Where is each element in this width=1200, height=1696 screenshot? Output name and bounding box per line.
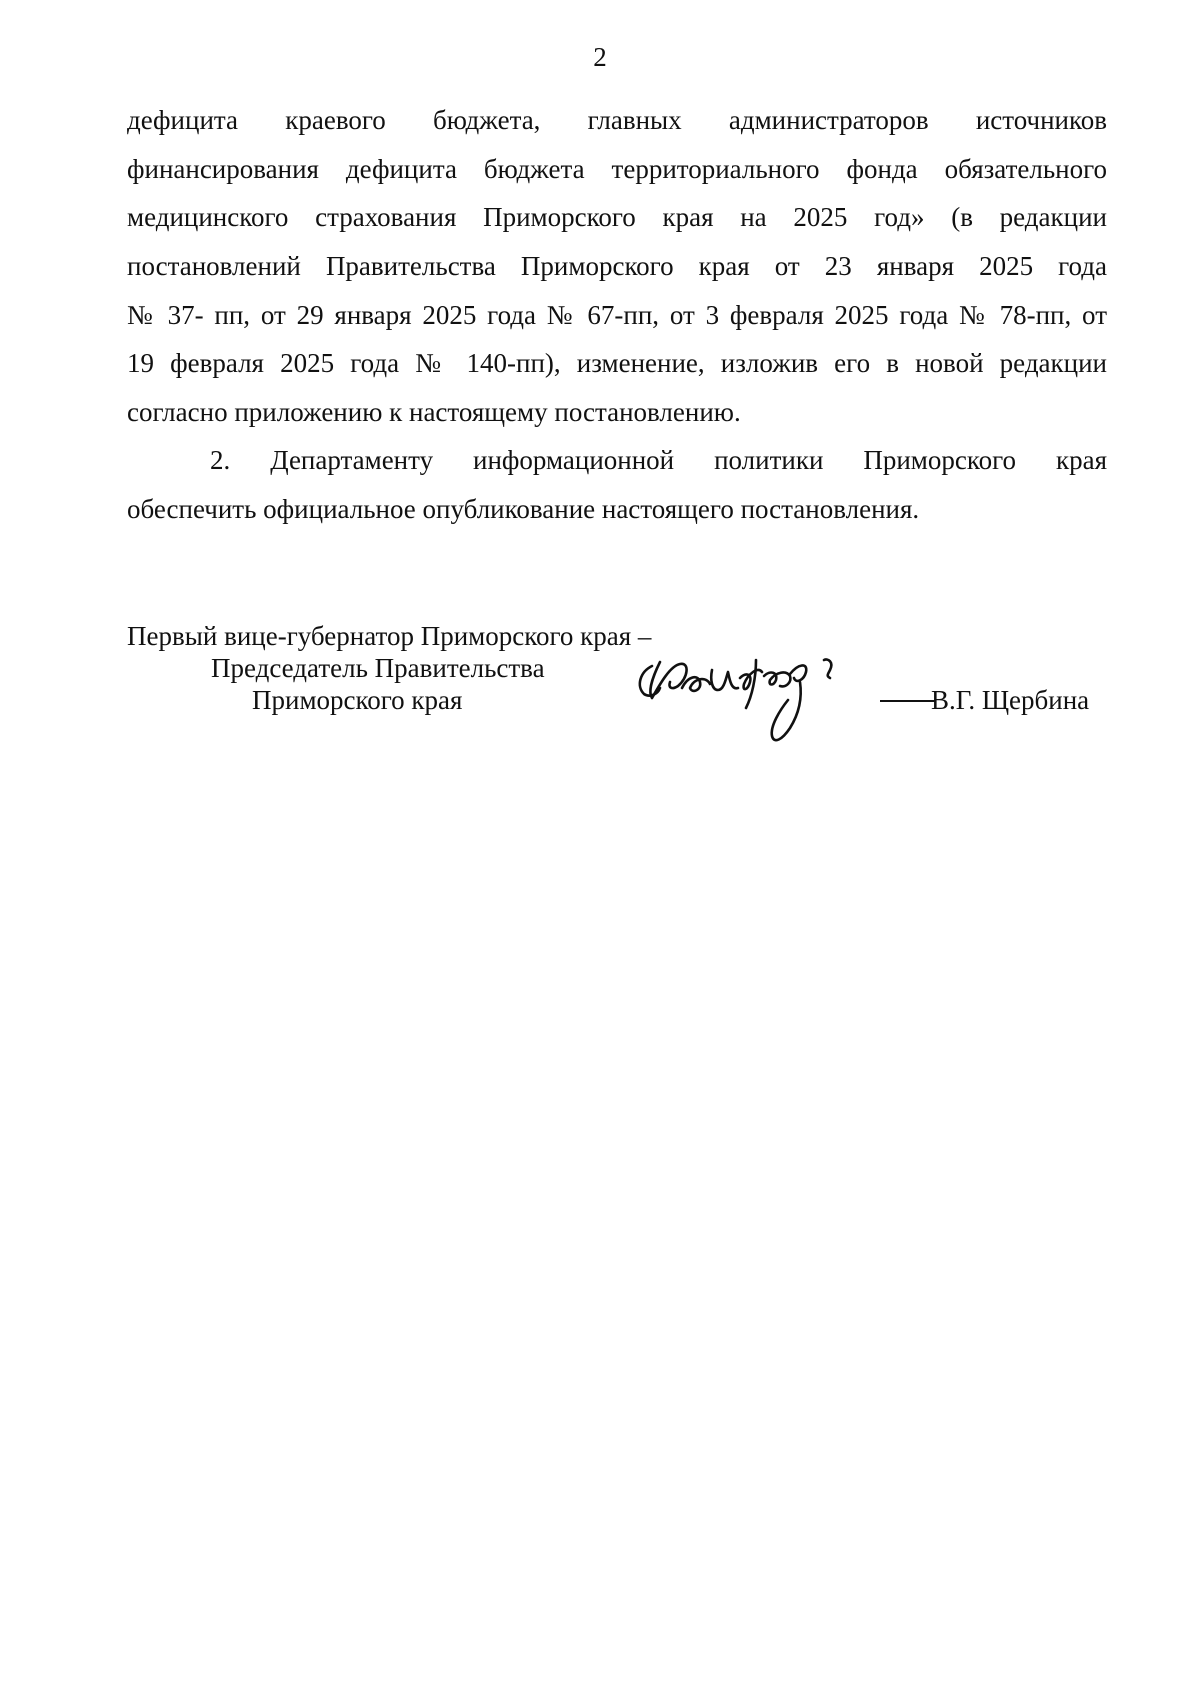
signature-dash [880, 700, 936, 702]
signatory-name: В.Г. Щербина [931, 685, 1090, 715]
handwritten-signature [630, 648, 880, 758]
signatory-title: Первый вице-губернатор Приморского края – [127, 621, 652, 651]
signature-block [0, 0, 1200, 800]
text-line: обеспечить официальное опубликование настоящего постановления. [127, 493, 920, 524]
page-number: 2 [593, 42, 607, 72]
signatory-title: Председатель Правительства [211, 653, 545, 683]
text-line: финансирования дефицита бюджета территориального фонда обязательного [127, 153, 1107, 184]
signatory-title: Приморского края [252, 685, 463, 715]
text-line: постановлений Правительства Приморского края от 23 января 2025 года [127, 251, 1107, 282]
text-line: № 37- пп, от 29 января 2025 года № 67-пп, от 3 февраля 2025 года № 78-пп, от [127, 299, 1107, 330]
text-line: медицинского страхования Приморского края на 2025 год» (в редакции [127, 202, 1107, 233]
text-line: согласно приложению к настоящему постановлению. [127, 397, 741, 428]
text-line: 19 февраля 2025 года № 140-пп), изменение, изложив его в новой редакции [127, 348, 1107, 379]
text-line: 2. Департаменту информационной политики Приморского края [210, 445, 1107, 475]
text-line: дефицита краевого бюджета, главных администраторов источников [127, 105, 1107, 135]
